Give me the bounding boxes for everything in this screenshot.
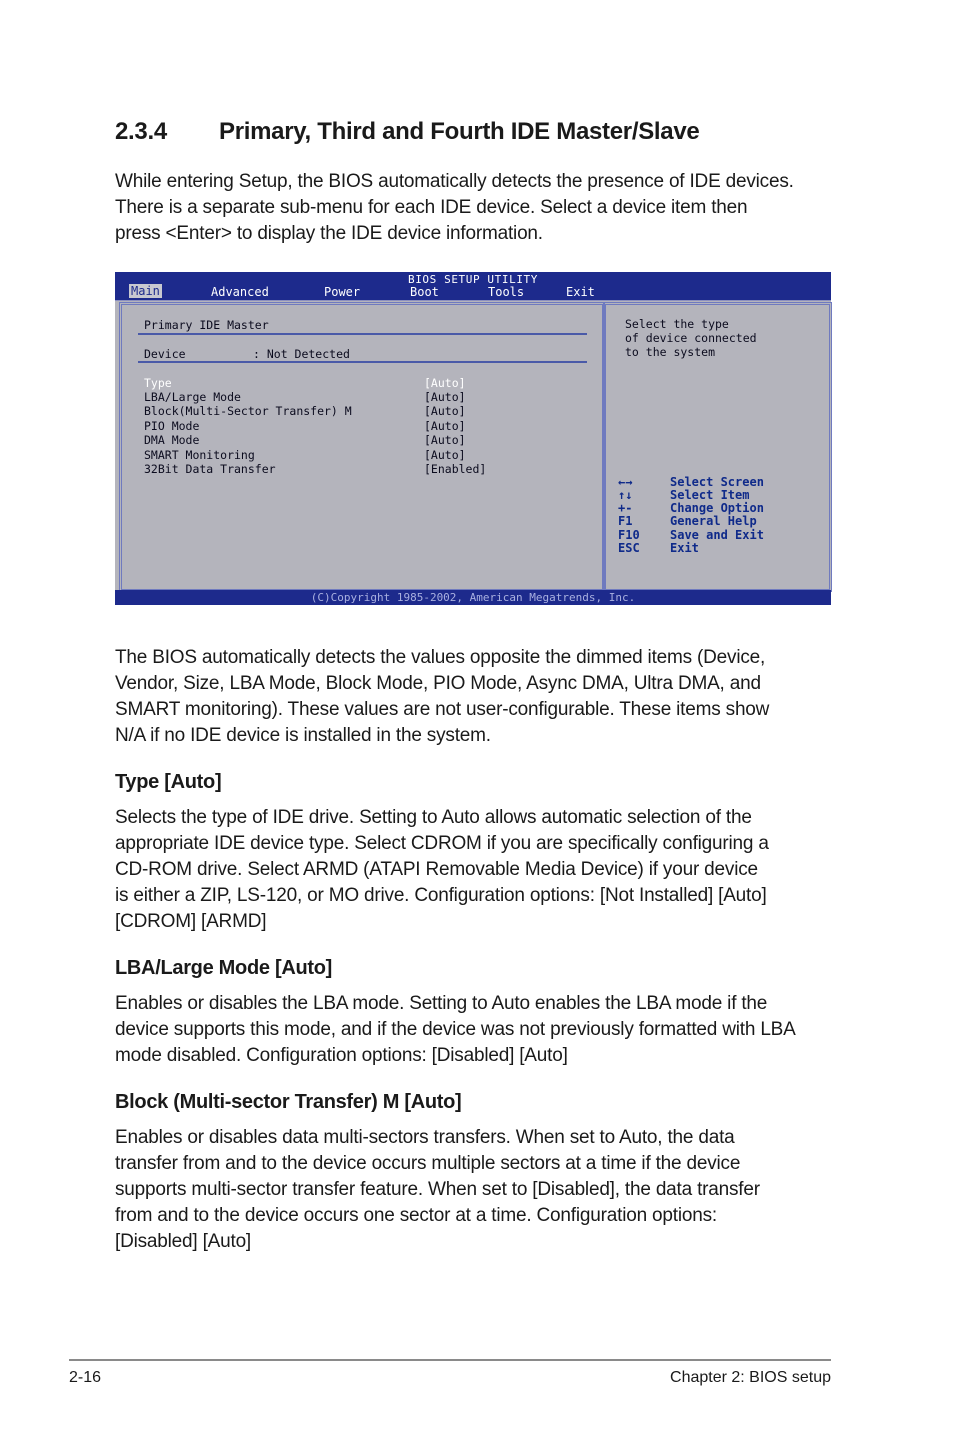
- bios-item-pio-value[interactable]: [Auto]: [424, 419, 466, 433]
- type-line: Selects the type of IDE drive. Setting to Auto allows automatic selection of the: [115, 807, 752, 828]
- bios-item-dma-label[interactable]: DMA Mode: [144, 433, 200, 447]
- bios-device-value: : Not Detected: [253, 347, 350, 361]
- block-line: Enables or disables data multi-sectors transfers. When set to Auto, the data: [115, 1127, 735, 1148]
- bios-title: BIOS SETUP UTILITY: [407, 273, 538, 286]
- bios-item-lba-value[interactable]: [Auto]: [424, 390, 466, 404]
- bios-divider: [138, 361, 587, 363]
- lba-line: device supports this mode, and if the device was not previously formatted with LBA: [115, 1019, 796, 1040]
- bios-menu-boot[interactable]: Boot: [410, 285, 439, 299]
- bios-menu-advanced[interactable]: Advanced: [211, 285, 269, 299]
- type-line: appropriate IDE device type. Select CDROM if you are specifically configuring a: [115, 833, 769, 854]
- bios-item-block-value[interactable]: [Auto]: [424, 404, 466, 418]
- bios-status-bar: [115, 590, 831, 605]
- detect-line: N/A if no IDE device is installed in the system.: [115, 725, 491, 746]
- bios-item-type-value[interactable]: [Auto]: [424, 376, 466, 390]
- block-line: transfer from and to the device occurs multiple sectors at a time if the device: [115, 1153, 741, 1174]
- block-line: from and to the device occurs one sector at a time. Configuration options:: [115, 1205, 717, 1226]
- type-heading: Type [Auto]: [115, 771, 222, 793]
- bios-key-action: Select Item: [670, 488, 750, 502]
- detect-line: SMART monitoring). These values are not user-configurable. These items show: [115, 699, 770, 720]
- bios-key-action: General Help: [670, 514, 757, 528]
- lba-line: Enables or disables the LBA mode. Setting to Auto enables the LBA mode if the: [115, 993, 768, 1014]
- intro-line: There is a separate sub-menu for each IDE device. Select a device item then: [115, 197, 748, 218]
- bios-menu-tools[interactable]: Tools: [488, 285, 525, 299]
- bios-key-f10: F10: [618, 528, 640, 542]
- bios-item-smart-label[interactable]: SMART Monitoring: [144, 448, 255, 462]
- detect-paragraph: [115, 645, 840, 749]
- bios-help-line: Select the type: [625, 317, 729, 331]
- bios-divider: [138, 333, 587, 335]
- bios-help-line: of device connected: [625, 331, 757, 345]
- bios-device-label: Device: [144, 347, 186, 361]
- bios-key-plus-minus: +-: [618, 501, 633, 515]
- bios-item-type-label[interactable]: Type: [144, 376, 172, 390]
- bios-key-action: Select Screen: [670, 475, 764, 489]
- block-paragraph: [115, 1125, 840, 1255]
- lba-line: mode disabled. Configuration options: [Disabled] [Auto]: [115, 1045, 568, 1066]
- bios-item-32bit-value[interactable]: [Enabled]: [424, 462, 487, 476]
- page-number: 2-16: [69, 1369, 102, 1386]
- bios-key-action: Change Option: [670, 501, 764, 515]
- block-line: supports multi-sector transfer feature. When set to [Disabled], the data transfer: [115, 1179, 760, 1200]
- block-line: [Disabled] [Auto]: [115, 1231, 252, 1252]
- bios-item-smart-value[interactable]: [Auto]: [424, 448, 466, 462]
- bios-menu-power[interactable]: Power: [324, 285, 361, 299]
- bios-item-pio-label[interactable]: PIO Mode: [144, 419, 200, 433]
- type-paragraph: [115, 805, 840, 935]
- bios-key-action: Exit: [670, 541, 699, 555]
- bios-screenshot: [115, 272, 831, 605]
- bios-panel-heading: Primary IDE Master: [144, 318, 269, 332]
- lba-heading: LBA/Large Mode [Auto]: [115, 957, 333, 979]
- detect-line: Vendor, Size, LBA Mode, Block Mode, PIO Mode, Async DMA, Ultra DMA, and: [115, 673, 761, 694]
- bios-menu-bar: [115, 272, 831, 301]
- bios-key-action: Save and Exit: [670, 528, 764, 542]
- block-heading: Block (Multi-sector Transfer) M [Auto]: [115, 1091, 462, 1113]
- bios-item-32bit-label[interactable]: 32Bit Data Transfer: [144, 462, 276, 476]
- bios-help-line: to the system: [625, 345, 716, 359]
- bios-key-arrows-lr-icon: ←→: [618, 475, 633, 489]
- bios-key-esc: ESC: [618, 541, 640, 555]
- bios-menu-main[interactable]: Main: [131, 284, 160, 298]
- bios-item-dma-value[interactable]: [Auto]: [424, 433, 466, 447]
- type-line: is either a ZIP, LS-120, or MO drive. Configuration options: [Not Installed] [Auto]: [115, 885, 767, 906]
- bios-menu-exit[interactable]: Exit: [566, 285, 595, 299]
- intro-line: press <Enter> to display the IDE device information.: [115, 223, 543, 244]
- bios-item-block-label[interactable]: Block(Multi-Sector Transfer) M: [144, 404, 352, 418]
- bios-key-f1: F1: [618, 514, 633, 528]
- section-number: 2.3.4: [115, 118, 167, 145]
- footer-divider: [69, 1359, 831, 1361]
- bios-item-lba-label[interactable]: LBA/Large Mode: [144, 390, 241, 404]
- type-line: [CDROM] [ARMD]: [115, 911, 267, 932]
- detect-line: The BIOS automatically detects the values opposite the dimmed items (Device,: [115, 647, 766, 668]
- section-title: Primary, Third and Fourth IDE Master/Slave: [219, 118, 700, 145]
- intro-paragraph: [115, 169, 840, 247]
- lba-paragraph: [115, 991, 840, 1069]
- bios-settings-panel: [119, 302, 605, 592]
- bios-key-arrows-ud-icon: ↑↓: [618, 488, 633, 502]
- type-line: CD-ROM drive. Select ARMD (ATAPI Removable Media Device) if your device: [115, 859, 758, 880]
- bios-copyright: (C)Copyright 1985-2002, American Megatrends, Inc.: [310, 591, 636, 604]
- intro-line: While entering Setup, the BIOS automatically detects the presence of IDE devices.: [115, 171, 794, 192]
- chapter-label: Chapter 2: BIOS setup: [670, 1369, 831, 1386]
